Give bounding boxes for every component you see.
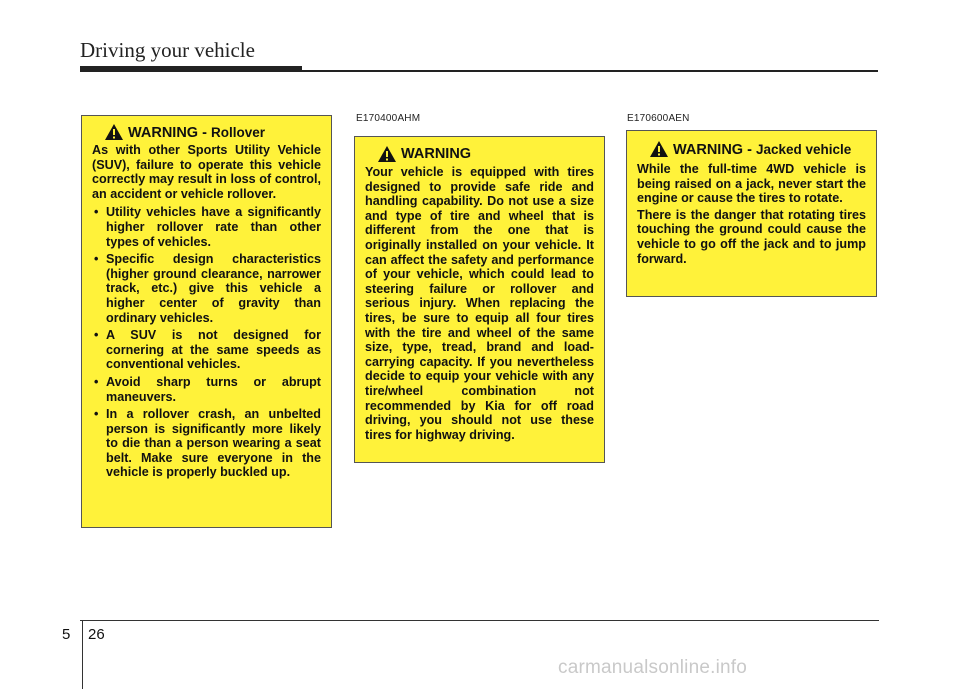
watermark: carmanualsonline.info (558, 657, 748, 678)
rollover-bullets (92, 205, 321, 480)
warning-title: WARNING - Rollover (128, 125, 265, 141)
rollover-warning-box (81, 115, 332, 528)
footer-divider (82, 620, 83, 689)
list-item: • Specific design characteristics (higher ground clearance, narrower track, etc.) give this vehicle a higher center of gravity than ordinary vehicles. (92, 252, 321, 325)
warning-header (92, 116, 321, 143)
jack-warning-box (626, 130, 877, 297)
tire-warning-box (354, 136, 605, 463)
rollover-intro: As with other Sports Utility Vehicle (SUV), failure to operate this vehicle correctly may result in loss of control, an accident or vehicle rollover. (92, 143, 321, 201)
warning-triangle-icon (649, 140, 669, 158)
section-code-right: E170600AEN (627, 113, 690, 124)
list-item: • In a rollover crash, an unbelted person is significantly more likely to die than a person wearing a seat belt. Make sure everyone in the vehicle is properly buckled up. (92, 407, 321, 480)
section-code-middle: E170400AHM (356, 113, 421, 124)
page-number: 26 (88, 626, 105, 643)
footer-rule (80, 620, 879, 621)
tire-warning-text: Your vehicle is equipped with tires designed to provide safe ride and handling capability. Do not use a size and type of tire and wheel that is different from the one that is originally installed on your vehicle. It can affect the safety and performance of your vehicle, which could lead to steering failure or rollover and serious injury. When replacing the tires, be sure to equip all four tires with the tire and wheel of the same size, type, tread, brand and load-carrying capacity. If you nevertheless decide to equip your vehicle with any tire/wheel combination not recommended by Kia for off road driving, you should not use these tires for highway driving. (365, 165, 594, 442)
list-item: • Avoid sharp turns or abrupt maneuvers. (92, 375, 321, 404)
jack-warning-paragraph: While the full-time 4WD vehicle is being raised on a jack, never start the engine or cause the tires to rotate. (637, 162, 866, 206)
page-title: Driving your vehicle (80, 38, 255, 62)
warning-title: WARNING - Jacked vehicle (673, 142, 852, 158)
list-item: • Utility vehicles have a significantly higher rollover rate than other types of vehicles. (92, 205, 321, 249)
chapter-number: 5 (62, 626, 71, 643)
warning-triangle-icon (104, 123, 124, 141)
warning-header (365, 137, 594, 165)
jack-warning-paragraph: There is the danger that rotating tires touching the ground could cause the vehicle to go off the jack and to jump forward. (637, 207, 866, 266)
list-item: • A SUV is not designed for cornering at the same speeds as conventional vehicles. (92, 328, 321, 372)
warning-header (637, 131, 866, 162)
header-rule-thick (80, 66, 302, 72)
warning-triangle-icon (377, 145, 397, 163)
header-rule-thin (302, 70, 878, 72)
warning-title: WARNING (401, 146, 472, 162)
